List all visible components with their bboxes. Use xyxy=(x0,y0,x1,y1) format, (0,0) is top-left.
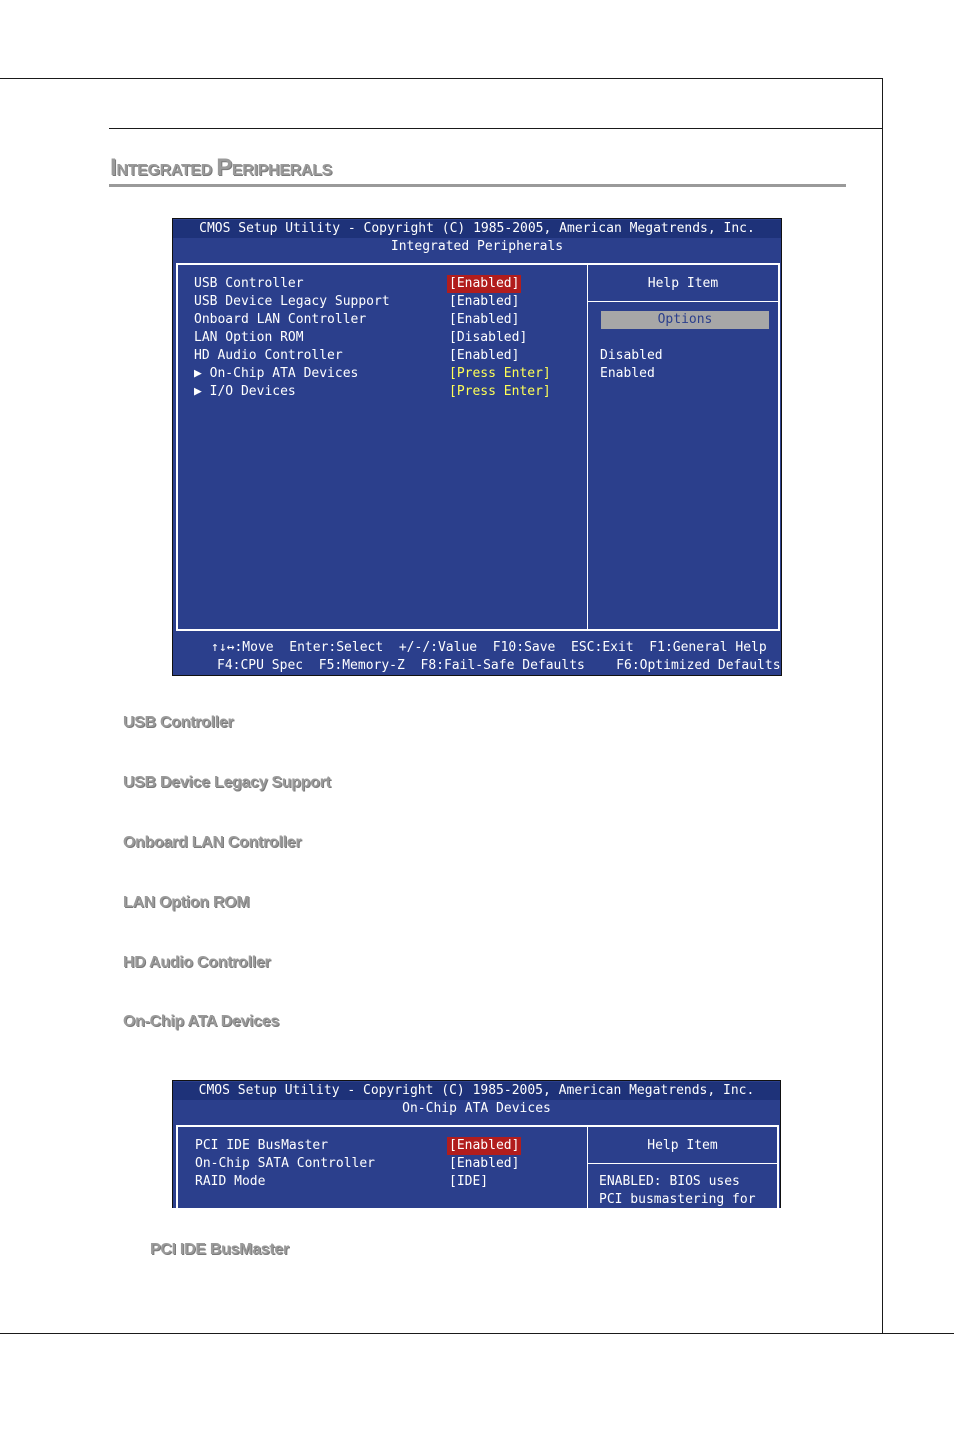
desc-usb-legacy: USB Device Legacy Support xyxy=(123,774,331,791)
menu-item-lan-option-rom[interactable]: LAN Option ROM xyxy=(194,330,304,345)
menu-item-on-chip-ata[interactable]: ▶ On-Chip ATA Devices xyxy=(194,366,359,381)
value-on-chip-ata[interactable]: [Press Enter] xyxy=(449,366,551,381)
title-underline xyxy=(109,184,846,187)
desc-pci-ide-busmaster: PCI IDE BusMaster xyxy=(150,1241,289,1258)
value-io-devices[interactable]: [Press Enter] xyxy=(449,384,551,399)
bios-footer-keys-2: F4:CPU Spec F5:Memory-Z F8:Fail-Safe Defaults F6:Optimized Defaults xyxy=(217,658,781,673)
header-rule xyxy=(109,128,883,129)
bios2-help-text-2: PCI busmastering for xyxy=(599,1192,756,1207)
desc-on-chip-ata: On-Chip ATA Devices xyxy=(123,1013,280,1030)
value-pci-ide-busmaster[interactable]: [Enabled] xyxy=(449,1138,520,1153)
options-bar: Options xyxy=(601,311,769,329)
bios-footer-keys-1: ↑↓↔:Move Enter:Select +/-/:Value F10:Save ESC:Exit F1:General Help xyxy=(211,640,767,655)
menu-item-usb-controller[interactable]: USB Controller xyxy=(194,276,304,291)
bios2-help-title-divider xyxy=(588,1163,777,1164)
value-usb-legacy[interactable]: [Enabled] xyxy=(449,294,520,309)
desc-hd-audio: HD Audio Controller xyxy=(123,954,271,971)
help-divider xyxy=(587,265,588,629)
desc-onboard-lan: Onboard LAN Controller xyxy=(123,834,302,851)
help-title-divider xyxy=(588,301,778,302)
right-rule xyxy=(882,78,883,1334)
menu-item-pci-ide-busmaster[interactable]: PCI IDE BusMaster xyxy=(195,1138,329,1153)
menu-item-io-devices[interactable]: ▶ I/O Devices xyxy=(194,384,296,399)
bios2-screen-title: On-Chip ATA Devices xyxy=(402,1101,551,1116)
menu-item-raid-mode[interactable]: RAID Mode xyxy=(195,1174,266,1189)
desc-lan-option-rom: LAN Option ROM xyxy=(123,894,250,911)
value-lan-option-rom[interactable]: [Disabled] xyxy=(449,330,528,345)
help-item-title: Help Item xyxy=(647,276,719,291)
value-raid-mode[interactable]: [IDE] xyxy=(449,1174,489,1189)
bios-copyright: CMOS Setup Utility - Copyright (C) 1985-2005, American Megatrends, Inc. xyxy=(173,220,781,238)
bios-screen-integrated-peripherals xyxy=(172,218,782,676)
value-usb-controller[interactable]: [Enabled] xyxy=(449,276,520,291)
bios2-help-text-1: ENABLED: BIOS uses xyxy=(599,1174,740,1189)
menu-item-onboard-lan[interactable]: Onboard LAN Controller xyxy=(194,312,367,327)
value-onboard-lan[interactable]: [Enabled] xyxy=(449,312,520,327)
value-on-chip-sata[interactable]: [Enabled] xyxy=(449,1156,520,1171)
bios2-help-item-title: Help Item xyxy=(647,1138,718,1153)
bios-screen-title: Integrated Peripherals xyxy=(390,239,564,254)
bios2-copyright: CMOS Setup Utility - Copyright (C) 1985-2005, American Megatrends, Inc. xyxy=(173,1082,780,1100)
menu-item-on-chip-sata[interactable]: On-Chip SATA Controller xyxy=(195,1156,376,1171)
option-enabled: Enabled xyxy=(600,366,655,381)
page-title: INTEGRATED PERIPHERALS xyxy=(110,154,333,181)
top-rule xyxy=(0,78,883,79)
desc-usb-controller: USB Controller xyxy=(123,714,234,731)
menu-item-usb-legacy[interactable]: USB Device Legacy Support xyxy=(194,294,390,309)
menu-item-hd-audio[interactable]: HD Audio Controller xyxy=(194,348,343,363)
bios-screen-on-chip-ata xyxy=(172,1080,781,1208)
option-disabled: Disabled xyxy=(600,348,663,363)
bottom-rule xyxy=(0,1333,954,1334)
value-hd-audio[interactable]: [Enabled] xyxy=(449,348,520,363)
